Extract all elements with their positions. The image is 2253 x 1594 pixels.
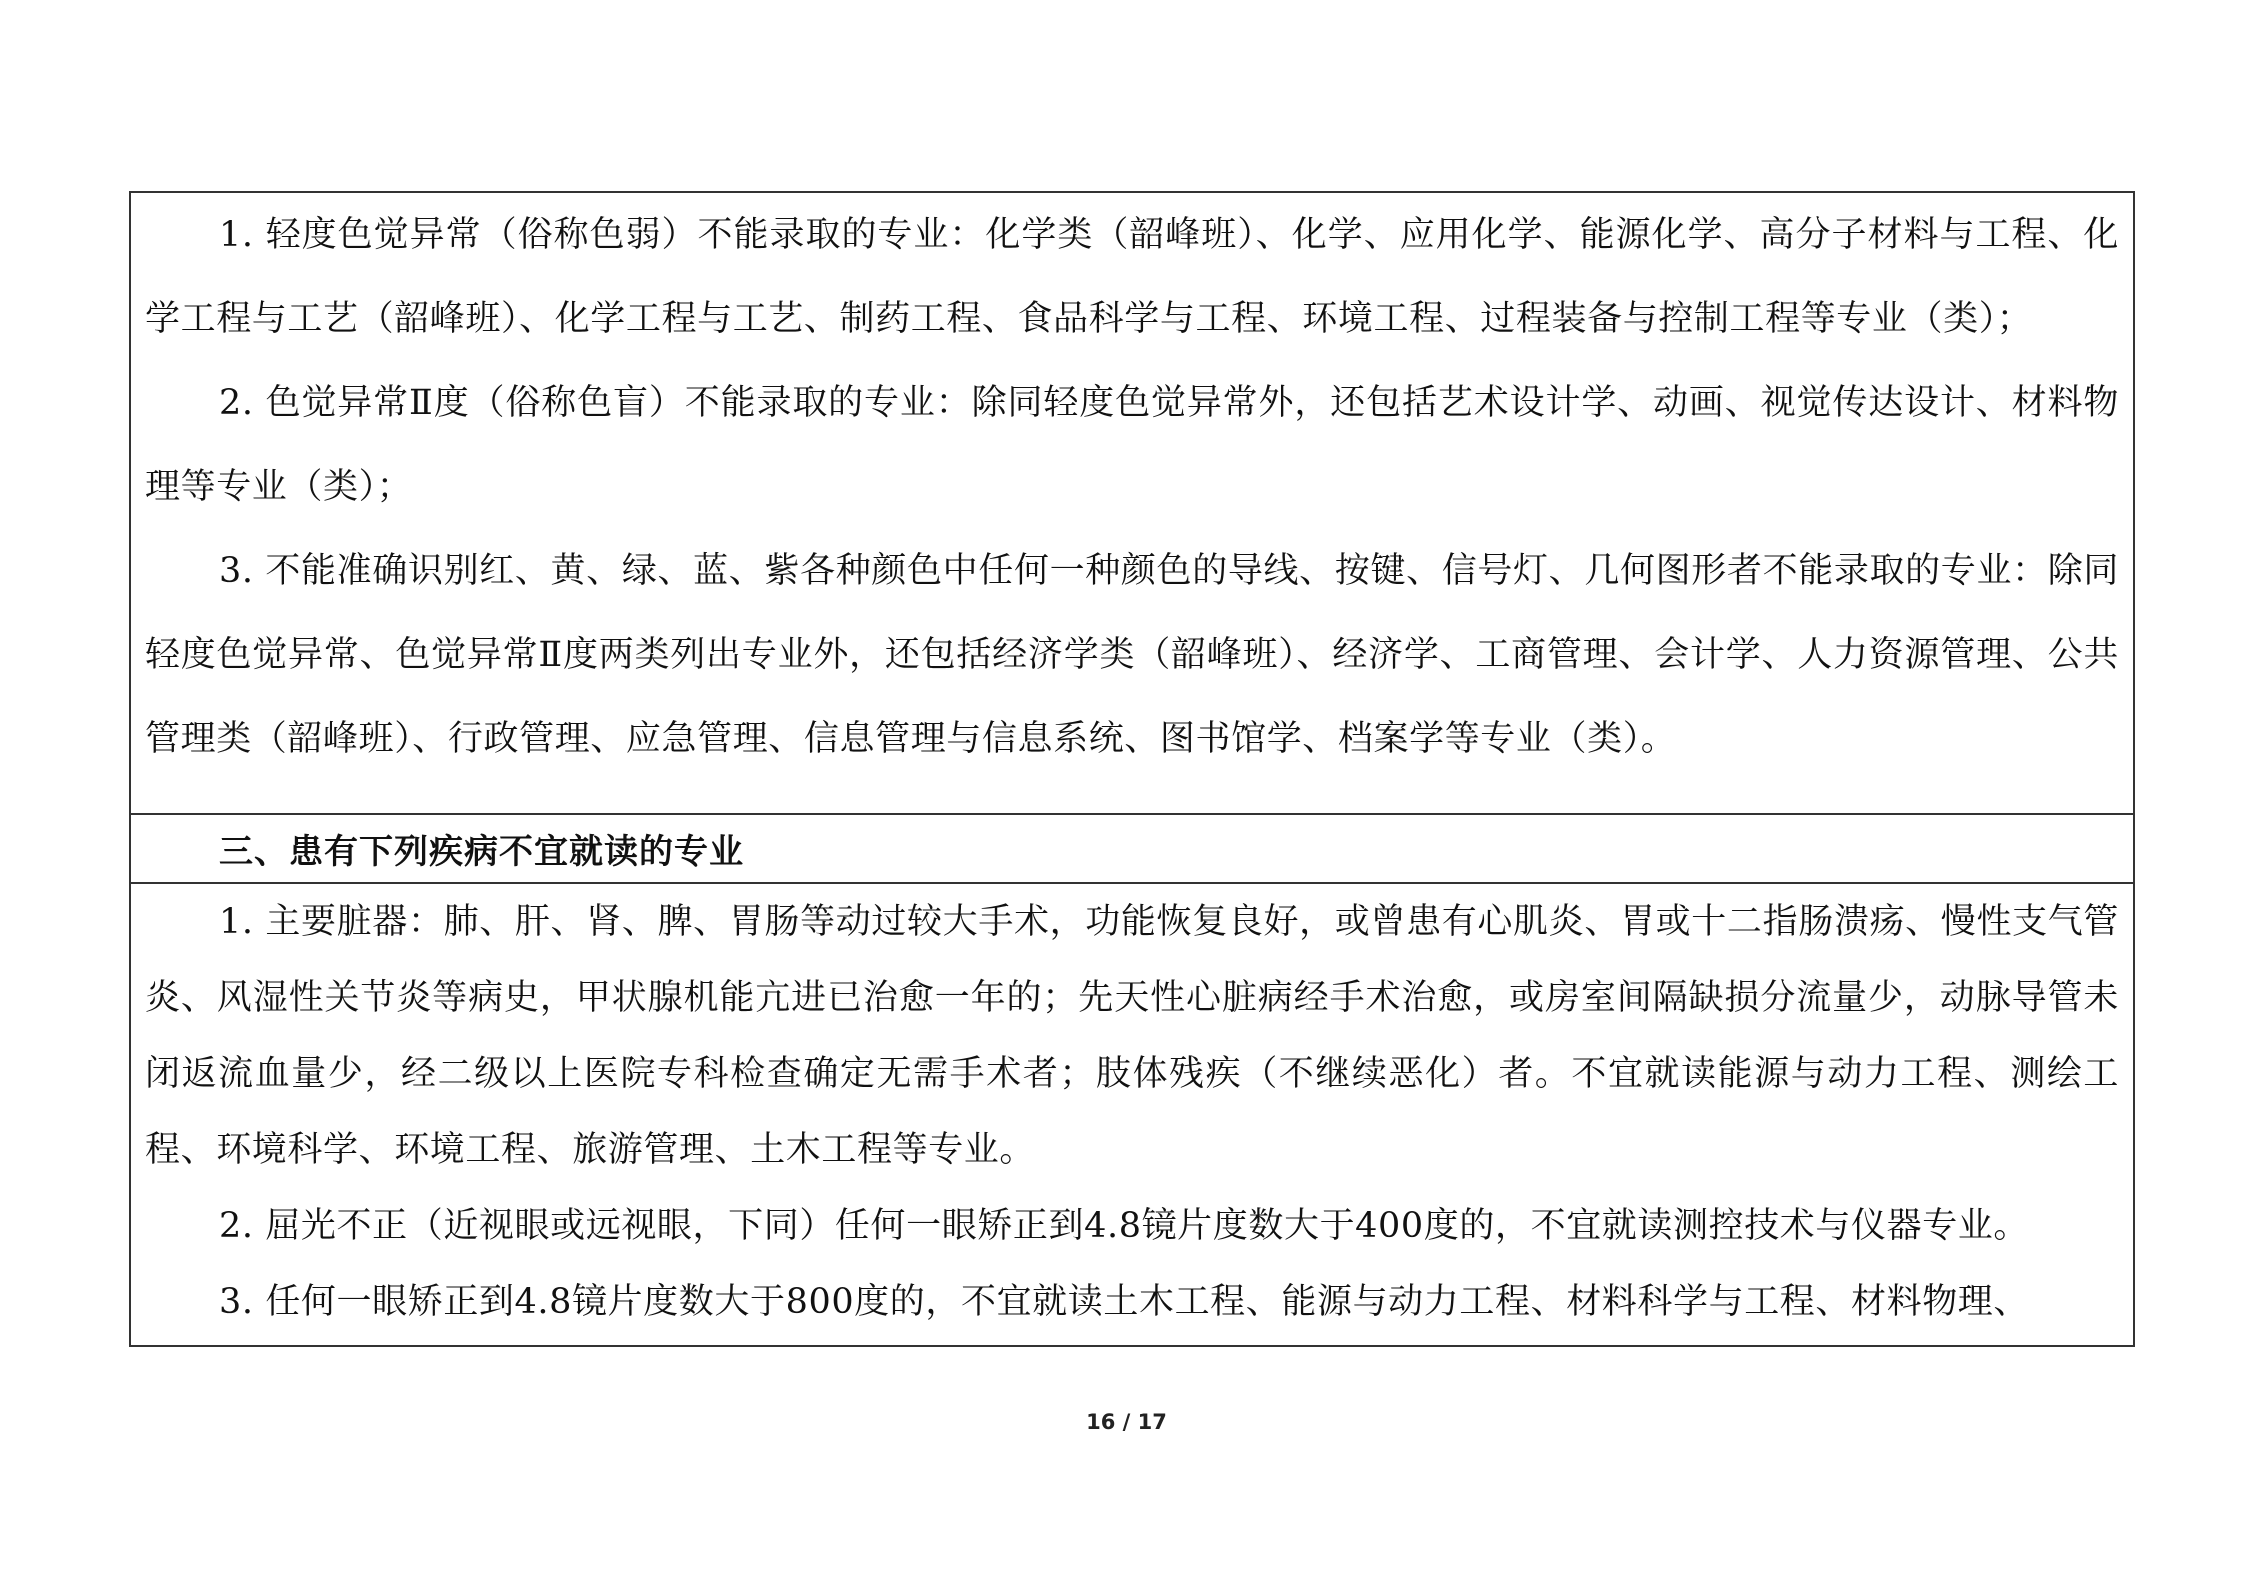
color-identification-item: 3. 不能准确识别红、黄、绿、蓝、紫各种颜色中任何一种颜色的导线、按键、信号灯、几何图形者不能录取的专业：除同轻度色觉异常、色觉异常Ⅱ度两类列出专业外，还包括经济学类（韶峰班）、经济学、工商管理、会计学、人力资源管理、公共管理类（韶峰班）、行政管理、应急管理、信息管理与信息系统、图书馆学、档案学等专业（类）。 (145, 551, 2119, 759)
section-heading: 三、患有下列疾病不宜就读的专业 (219, 832, 744, 872)
color-blindness-item: 2. 色觉异常Ⅱ度（俗称色盲）不能录取的专业：除同轻度色觉异常外，还包括艺术设计学、动画、视觉传达设计、材料物理等专业（类）； (145, 383, 2119, 507)
color-weakness-item: 1. 轻度色觉异常（俗称色弱）不能录取的专业：化学类（韶峰班）、化学、应用化学、能源化学、高分子材料与工程、化学工程与工艺（韶峰班）、化学工程与工艺、制药工程、食品科学与工程、环境工程、过程装备与控制工程等专业（类）； (145, 215, 2119, 339)
color-vision-restrictions-cell (131, 193, 2133, 813)
disease-restrictions-cell (131, 882, 2133, 1345)
page-number: 16 / 17 (1086, 1410, 1167, 1434)
organ-surgery-item: 1. 主要脏器：肺、肝、肾、脾、胃肠等动过较大手术，功能恢复良好，或曾患有心肌炎、胃或十二指肠溃疡、慢性支气管炎、风湿性关节炎等病史，甲状腺机能亢进已治愈一年的；先天性心脏病经手术治愈，或房室间隔缺损分流量少，动脉导管未闭返流血量少，经二级以上医院专科检查确定无需手术者；肢体残疾（不继续恶化）者。不宜就读能源与动力工程、测绘工程、环境科学、环境工程、旅游管理、土木工程等专业。 (145, 902, 2119, 1170)
requirements-table (129, 191, 2135, 1347)
refractive-error-800-item: 3. 任何一眼矫正到4.8镜片度数大于800度的，不宜就读土木工程、能源与动力工程、材料科学与工程、材料物理、 (219, 1282, 2029, 1322)
refractive-error-400-item: 2. 屈光不正（近视眼或远视眼，下同）任何一眼矫正到4.8镜片度数大于400度的，不宜就读测控技术与仪器专业。 (219, 1206, 2029, 1246)
section-heading-row (131, 813, 2133, 882)
